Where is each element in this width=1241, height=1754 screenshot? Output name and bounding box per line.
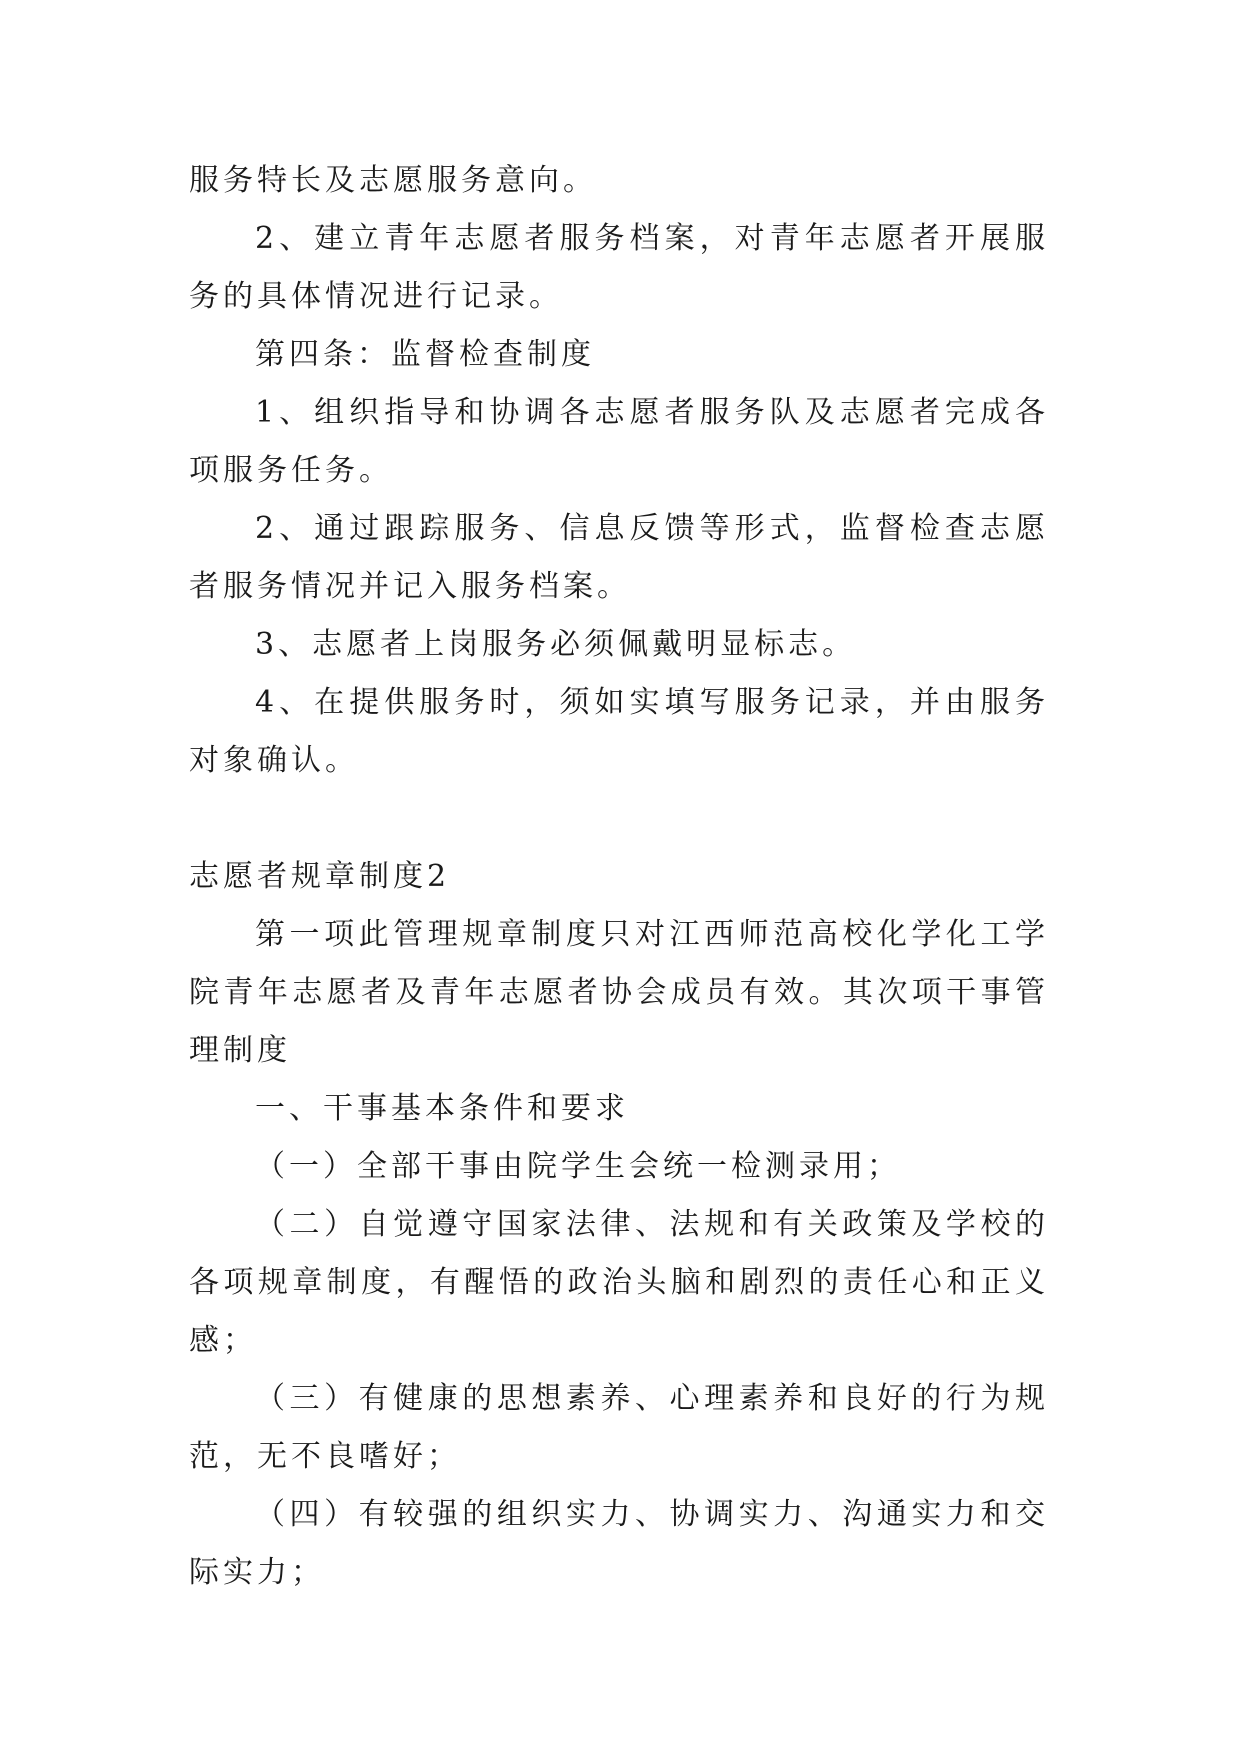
paragraph-item-2: 2、通过跟踪服务、信息反馈等形式，监督检查志愿者服务情况并记入服务档案。 xyxy=(189,511,1049,604)
section-title: 志愿者规章制度2 xyxy=(189,859,451,894)
document-body xyxy=(189,152,1049,1602)
paragraph-item-3: 3、志愿者上岗服务必须佩戴明显标志。 xyxy=(255,627,857,662)
paragraph-item-1: 1、组织指导和协调各志愿者服务队及志愿者完成各项服务任务。 xyxy=(189,395,1049,488)
requirement-item-3: （三）有健康的思想素养、心理素养和良好的行为规范，无不良嗜好； xyxy=(189,1381,1049,1474)
paragraph-archive: 2、建立青年志愿者服务档案，对青年志愿者开展服务的具体情况进行记录。 xyxy=(189,221,1049,314)
requirement-item-4: （四）有较强的组织实力、协调实力、沟通实力和交际实力； xyxy=(189,1497,1049,1590)
requirement-item-1: （一）全部干事由院学生会统一检测录用； xyxy=(255,1149,901,1184)
paragraph-scope: 第一项此管理规章制度只对江西师范高校化学化工学院青年志愿者及青年志愿者协会成员有效。其次项干事管理制度 xyxy=(189,917,1049,1068)
subheading-requirements: 一、干事基本条件和要求 xyxy=(255,1091,629,1126)
requirement-item-2: （二）自觉遵守国家法律、法规和有关政策及学校的各项规章制度，有醒悟的政治头脑和剧烈的责任心和正义感； xyxy=(189,1207,1049,1358)
paragraph-item-4: 4、在提供服务时，须如实填写服务记录，并由服务对象确认。 xyxy=(189,685,1049,778)
article-heading-four: 第四条：监督检查制度 xyxy=(255,337,595,372)
section-spacer xyxy=(189,790,1049,848)
paragraph-continuation: 服务特长及志愿服务意向。 xyxy=(189,163,597,198)
